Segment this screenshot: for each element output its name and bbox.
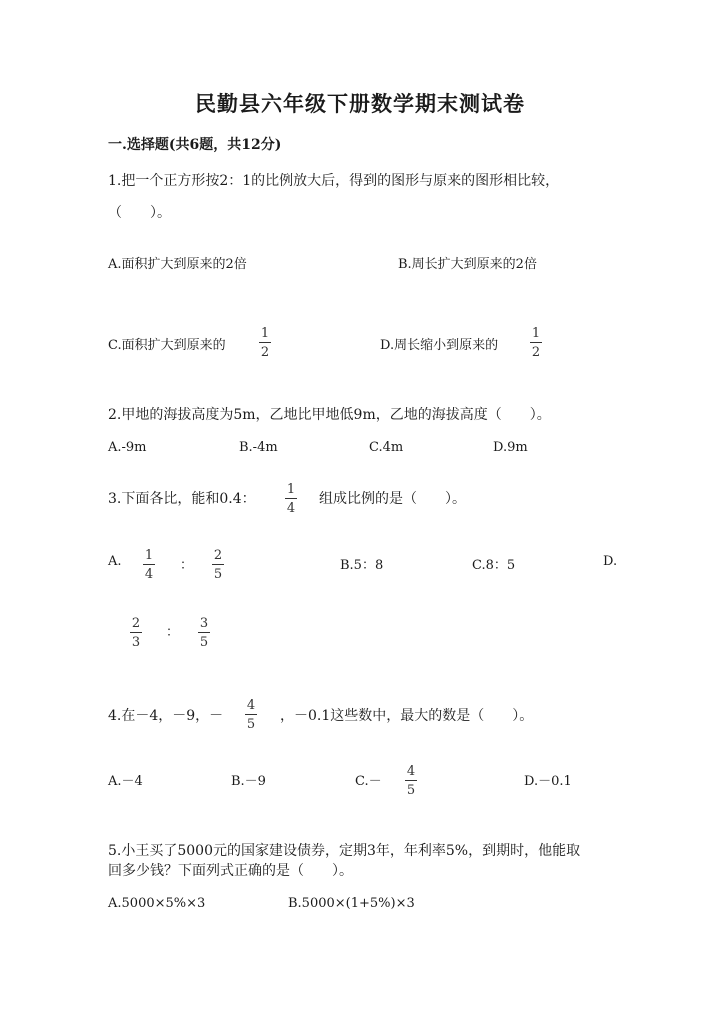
q2-option-d: D.9m: [493, 440, 528, 455]
fraction-bar: [285, 498, 297, 499]
q1-option-d-fraction: [530, 326, 542, 360]
q1-option-d: D.周长缩小到原来的: [380, 338, 499, 353]
q2-option-a: A.-9m: [108, 440, 147, 455]
fraction-numerator: 2: [131, 616, 141, 631]
fraction-bar: [198, 632, 210, 633]
q3-option-b: B.5：8: [340, 558, 384, 573]
fraction-numerator: 1: [531, 326, 541, 341]
q4-option-c-fraction: [405, 764, 417, 798]
fraction-bar: [259, 342, 271, 343]
fraction-bar: [143, 564, 155, 565]
fraction-numerator: 1: [286, 482, 296, 497]
page-title: 民勤县六年级下册数学期末测试卷: [195, 91, 525, 116]
fraction-numerator: 4: [246, 698, 256, 713]
fraction-bar: [530, 342, 542, 343]
fraction-denominator: 4: [144, 567, 154, 582]
q3-option-a-fraction-2: [212, 548, 224, 582]
q4-option-c: C.－: [355, 774, 382, 789]
fraction-denominator: 3: [131, 635, 141, 650]
q2-option-b: B.-4m: [239, 440, 278, 455]
section-heading: 一.选择题(共6题，共12分): [108, 137, 282, 153]
fraction-denominator: 5: [213, 567, 223, 582]
q4-option-d: D.－0.1: [524, 774, 572, 789]
q3-option-d-label: D.: [603, 554, 618, 569]
q1-option-b: B.周长扩大到原来的2倍: [398, 257, 537, 272]
fraction-denominator: 5: [406, 783, 416, 798]
fraction-denominator: 4: [286, 501, 296, 516]
q1-option-c: C.面积扩大到原来的: [108, 338, 226, 353]
fraction-denominator: 5: [199, 635, 209, 650]
fraction-denominator: 2: [531, 345, 541, 360]
question-5-line-1: 5.小王买了5000元的国家建设债券，定期3年，年利率5%，到期时，他能取: [108, 843, 581, 859]
fraction-bar: [245, 714, 257, 715]
question-4-suffix: ，－0.1这些数中，最大的数是（ ）。: [280, 708, 534, 724]
fraction-bar: [130, 632, 142, 633]
question-4-prefix: 4.在－4，－9，－: [108, 708, 224, 724]
fraction-bar: [212, 564, 224, 565]
question-1-line-2: （ ）。: [108, 205, 171, 221]
question-3-prefix: 3.下面各比，能和0.4：: [108, 491, 256, 507]
q1-option-c-fraction: [259, 326, 271, 360]
q3-option-a-label: A.: [108, 554, 122, 569]
q4-option-b: B.－9: [231, 774, 266, 789]
q2-option-c: C.4m: [369, 440, 404, 455]
question-2: 2.甲地的海拔高度为5m，乙地比甲地低9m，乙地的海拔高度（ ）。: [108, 407, 551, 423]
q1-option-a: A.面积扩大到原来的2倍: [108, 257, 247, 272]
fraction-numerator: 3: [199, 616, 209, 631]
question-3-suffix: 组成比例的是（ ）。: [319, 491, 466, 507]
q4-option-a: A.－4: [108, 774, 143, 789]
fraction-numerator: 1: [144, 548, 154, 563]
fraction-denominator: 5: [246, 717, 256, 732]
fraction-numerator: 2: [213, 548, 223, 563]
question-5-line-2: 回多少钱？下面列式正确的是（ ）。: [108, 863, 353, 879]
q3-option-c: C.8：5: [472, 558, 516, 573]
q4-fraction: [245, 698, 257, 732]
fraction-numerator: 1: [260, 326, 270, 341]
q3-option-d-colon: ：: [166, 625, 180, 640]
q5-option-b: B.5000×(1+5%)×3: [288, 896, 415, 911]
fraction-denominator: 2: [260, 345, 270, 360]
q3-option-d-fraction-1: [130, 616, 142, 650]
question-1-line-1: 1.把一个正方形按2：1的比例放大后，得到的图形与原来的图形相比较，: [108, 173, 560, 189]
fraction-numerator: 4: [406, 764, 416, 779]
fraction-bar: [405, 780, 417, 781]
q5-option-a: A.5000×5%×3: [108, 896, 206, 911]
q3-option-a-colon: ：: [180, 558, 194, 573]
q3-fraction: [285, 482, 297, 516]
q3-option-a-fraction-1: [143, 548, 155, 582]
q3-option-d-fraction-2: [198, 616, 210, 650]
